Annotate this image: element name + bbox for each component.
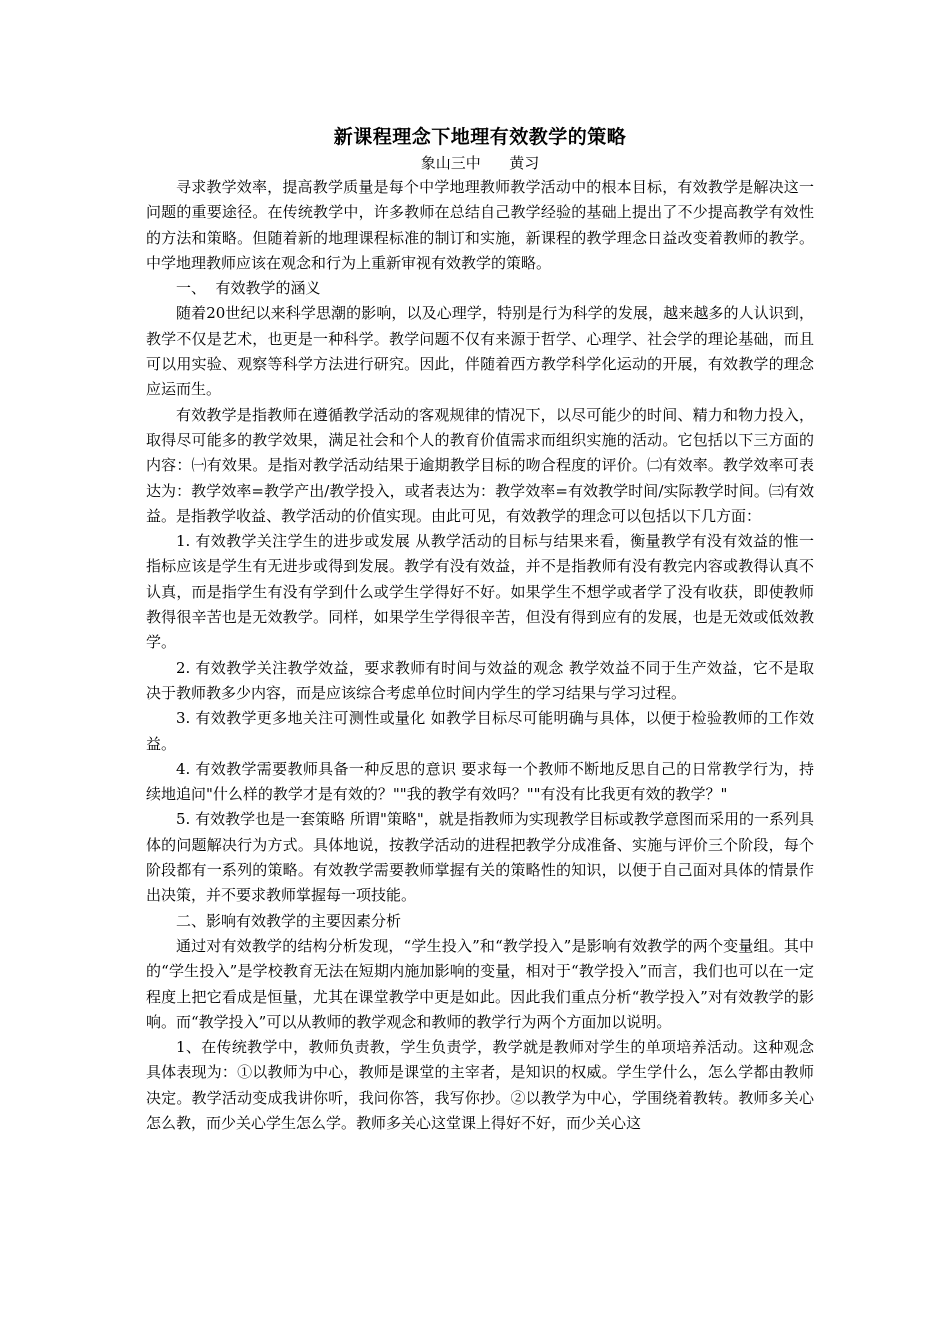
document-page [146, 122, 814, 1136]
list-item-1: 1. 有效教学关注学生的进步或发展 从教学活动的目标与结果来看，衡量教学有没有效益的惟一指标应该是学生有无进步或得到发展。教学有没有效益，并不是指教师有没有教完内容或教得认真不认真，而是指学生有没有学到什么或学生学得好不好。如果学生不想学或者学了没有收获，即使教师教得很辛苦也是无效教学。同样，如果学生学得很辛苦，但没有得到应有的发展，也是无效或低效教学。 [146, 532, 814, 652]
document-title: 新课程理念下地理有效教学的策略 [333, 126, 627, 148]
list-item-5: 5. 有效教学也是一套策略 所谓"策略"，就是指教师为实现教学目标或教学意图而采用的一系列具体的问题解决行为方式。具体地说，按教学活动的进程把教学分成准备、实施与评价三个阶段，每个阶段都有一系列的策略。有效教学需要教师掌握有关的策略性的知识，以便于自己面对具体的情景作出决策，并不要求教师掌握每一项技能。 [146, 810, 814, 905]
section-heading-1: 一、 有效教学的涵义 [176, 279, 321, 298]
list-item-3: 3. 有效教学更多地关注可测性或量化 如教学目标尽可能明确与具体，以便于检验教师的工作效益。 [146, 709, 814, 753]
paragraph: 随着20世纪以来科学思潮的影响，以及心理学，特别是行为科学的发展，越来越多的人认识到，教学不仅是艺术，也更是一种科学。教学问题不仅有来源于哲学、心理学、社会学的理论基础，而且可以用实验、观察等科学方法进行研究。因此，伴随着西方教学科学化运动的开展，有效教学的理念应运而生。 [146, 304, 814, 399]
document-author: 象山三中 黄习 [420, 154, 540, 172]
paragraph: 有效教学是指教师在遵循教学活动的客观规律的情况下，以尽可能少的时间、精力和物力投入，取得尽可能多的教学效果，满足社会和个人的教育价值需求而组织实施的活动。它包括以下三方面的内容：㈠有效果。是指对教学活动结果于逾期教学目标的吻合程度的评价。㈡有效率。教学效率可表达为：教学效率=教学产出/教学投入，或者表达为：教学效率=有效教学时间/实际教学时间。㈢有效益。是指教学收益、教学活动的价值实现。由此可见，有效教学的理念可以包括以下几方面： [146, 405, 814, 525]
list-item-2: 2. 有效教学关注教学效益，要求教师有时间与效益的观念 教学效益不同于生产效益，它不是取决于教师教多少内容，而是应该综合考虑单位时间内学生的学习结果与学习过程。 [146, 658, 814, 702]
section-heading-2: 二、影响有效教学的主要因素分析 [176, 911, 402, 930]
paragraph: 通过对有效教学的结构分析发现，“学生投入”和“教学投入”是影响有效教学的两个变量组。其中的“学生投入”是学校教育无法在短期内施加影响的变量，相对于“教学投入”而言，我们也可以在一定程度上把它看成是恒量，尤其在课堂教学中更是如此。因此我们重点分析“教学投入”对有效教学的影响。而“教学投入”可以从教师的教学观念和教师的教学行为两个方面加以说明。 [146, 936, 814, 1031]
paragraph-intro: 寻求教学效率，提高教学质量是每个中学地理教师教学活动中的根本目标，有效教学是解决这一问题的重要途径。在传统教学中，许多教师在总结自己教学经验的基础上提出了不少提高教学有效性的方法和策略。但随着新的地理课程标准的制订和实施，新课程的教学理念日益改变着教师的教学。中学地理教师应该在观念和行为上重新审视有效教学的策略。 [146, 178, 814, 272]
list-item-4: 4. 有效教学需要教师具备一种反思的意识 要求每一个教师不断地反思自己的日常教学行为，持续地追问"什么样的教学才是有效的？""我的教学有效吗？""有没有比我更有效的教学？" [146, 759, 814, 804]
paragraph: 1、在传统教学中，教师负责教，学生负责学，教学就是教师对学生的单项培养活动。这种观念具体表现为：①以教师为中心，教师是课堂的主宰者，是知识的权威。学生学什么，怎么学都由教师决定。教学活动变成我讲你听，我问你答，我写你抄。②以教学为中心，学围绕着教转。教师多关心怎么教，而少关心学生怎么学。教师多关心这堂课上得好不好，而少关心这 [146, 1038, 814, 1132]
